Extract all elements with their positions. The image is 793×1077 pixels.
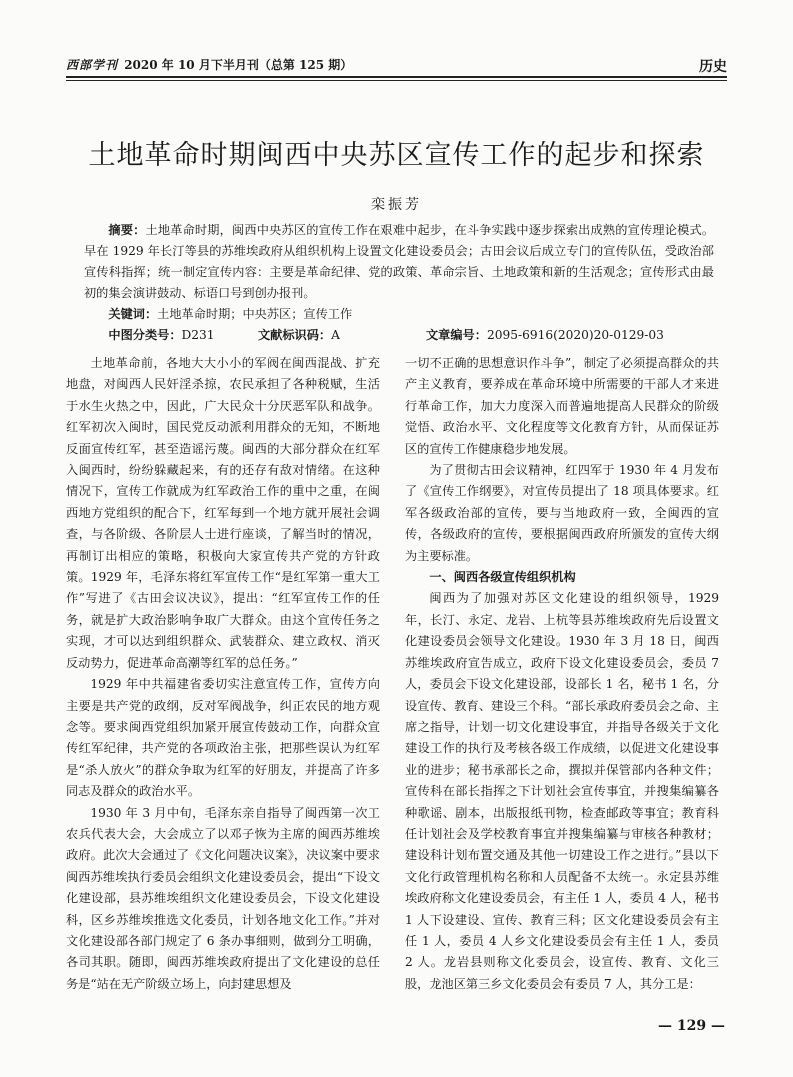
- doc-code-value: A: [331, 328, 340, 342]
- abstract-label: 摘要：: [108, 223, 146, 237]
- article-no-label: 文章编号：: [426, 328, 487, 342]
- header-rule-thick: [66, 76, 727, 78]
- header-rule-thin: [66, 80, 727, 81]
- article-title: 土地革命时期闽西中央苏区宣传工作的起步和探索: [88, 140, 705, 171]
- body-paragraph: 1930 年 3 月中旬，毛泽东亲自指导了闽西第一次工农兵代表大会，大会成立了以邓子恢为主席的闽西苏维埃政府。此次大会通过了《文化问题决议案》，决议案中要求闽西苏维埃执行委员会组织文化建设委员会，提出“下设文化建设部，县苏维埃组织文化建设委员会，下设文化建设科，区乡苏维埃推选文化委员，计划各地文化工作。”并对文化建设部各部门规定了 6 条办事细则，做到分工明确，各司其职。随即，闽西苏维埃政府提出了文化建设的总任务是“站在无产阶级立场上，向封建思想及: [66, 805, 380, 991]
- clc-value: D231: [181, 328, 215, 342]
- body-paragraph: 一切不正确的思想意识作斗争”，制定了必须提高群众的共产主义教育，要养成在革命环境中所需要的干部人才来进行革命工作，加大力度深入而普遍地提高人民群众的阶级觉悟、政治水平、文化程度等文化教育方针，从而保证苏区的宣传工作健康稳步地发展。: [405, 356, 719, 456]
- abstract-paragraph: [84, 220, 714, 304]
- article-author: 栾振芳: [371, 197, 422, 213]
- keywords-label: 关键词：: [108, 307, 158, 321]
- abstract-block: [84, 220, 714, 346]
- document-code: [258, 325, 340, 346]
- classification-row: [84, 325, 714, 346]
- page-number: — 129 —: [658, 1018, 725, 1034]
- body-column-right: [405, 353, 719, 995]
- body-paragraph: 土地革命前，各地大大小小的军阀在闽西混战、扩充地盘，对闽西人民奸淫杀掠，农民承担了各种税赋，生活于水生火热之中，因此，广大民众十分厌恶军队和战争。红军初次入闽时，国民党反动派利用群众的无知，不断地反面宣传红军，甚至造谣污蔑。闽西的大部分群众在红军入闽西时，纷纷躲藏起来，有的还存有敌对情绪。在这种情况下，宣传工作就成为红军政治工作的重中之重，在闽西地方党组织的配合下，红军每到一个地方就开展社会调查，与各阶级、各阶层人士进行座谈，了解当时的情况，再制订出相应的策略，积极向大家宣传共产党的方针政策。1929 年，毛泽东将红军宣传工作“是红军第一重大工作”写进了《古田会议决议》，提出：“红军宣传工作的任务，就是扩大政治影响争取广大群众。由这个宣传任务之实现，才可以达到组织群众、武装群众、建立政权、消灭反动势力，促进革命高潮等红军的总任务。”: [66, 356, 380, 670]
- keywords-text: 土地革命时期；中央苏区；宣传工作: [157, 307, 353, 321]
- article-number: [426, 325, 664, 346]
- keywords-line: [84, 304, 714, 325]
- running-header: [66, 52, 727, 82]
- clc-label: 中图分类号：: [108, 328, 182, 342]
- issue-info: 2020 年 10 月下半月刊（总第 125 期）: [124, 58, 353, 72]
- doc-code-label: 文献标识码：: [258, 328, 332, 342]
- journal-info: [66, 56, 352, 73]
- journal-logo: 西部学刊: [66, 58, 119, 72]
- article-no-value: 2095-6916(2020)20-0129-03: [486, 328, 664, 342]
- abstract-text: 土地革命时期，闽西中央苏区的宣传工作在艰难中起步，在斗争实践中逐步探索出成熟的宣传理论模式。早在 1929 年长汀等县的苏维埃政府从组织机构上设置文化建设委员会；古田会议后成立专门的宣传队伍，受政治部宣传科指挥；统一制定宣传内容：主要是革命纪律、党的政策、革命宗旨、土地政策和新的生活观念；宣传形式由最初的集会演讲鼓动、标语口号到创办报刊。: [84, 223, 715, 300]
- section-name: 历史: [699, 59, 727, 75]
- body-paragraph: 闽西为了加强对苏区文化建设的组织领导，1929 年，长汀、永定、龙岩、上杭等县苏维埃政府先后设置文化建设委员会领导文化建设。1930 年 3 月 18 日，闽西苏维埃政府宣告成立，政府下设文化建设委员会，委员 7 人，委员会下设文化建设部，设部长 1 名，秘书 1 名，分设宣传、教育、建设三个科。“部长承政府委员会之命、主席之指导，计划一切文化建设事宜，并指导各级关于文化建设工作的执行及考核各级工作成绩，以促进文化建设事业的进步；秘书承部长之命，撰拟并保管部内各种文件；宣传科在部长指挥之下计划社会宣传事宜，并搜集编纂各种歌谣、剧本，出版报纸刊物，检查邮政等事宜；教育科任计划社会及学校教育事宜并搜集编纂与审核各种教材；建设科计划布置交通及其他一切建设工作之进行。”县以下文化行政管理机构名称和人员配备不太统一。永定县苏维埃政府称文化建设委员会，有主任 1 人，委员 4 人，秘书 1 人下设建设、宣传、教育三科；区文化建设委员会有主任 1 人，委员 4 人乡文化建设委员会有主任 1 人，委员 2 人。龙岩县则称文化委员会，设宣传、教育、文化三股，龙池区第三乡文化委员会有委员 7 人，其分工是：: [405, 591, 719, 991]
- section-heading: 一、闽西各级宣传组织机构: [429, 570, 576, 585]
- clc-code: [108, 325, 214, 346]
- body-paragraph: 为了贯彻古田会议精神，红四军于 1930 年 4 月发布了《宣传工作纲要》，对宣传员提出了 18 项具体要求。红军各级政治部的宣传，要与当地政府一致，全闽西的宣传，各级政府的宣传，要根据闽西政府所颁发的宣传大纲为主要标准。: [405, 463, 719, 563]
- body-paragraph: 1929 年中共福建省委切实注意宣传工作，宣传方向主要是共产党的政纲，反对军阀战争，纠正农民的地方观念等。要求闽西党组织加紧开展宣传鼓动工作，向群众宣传红军纪律，共产党的各项政治主张，把那些误认为红军是“杀人放火”的群众争取为红军的好朋友，并提高了许多同志及群众的政治水平。: [66, 677, 380, 799]
- body-column-left: [66, 353, 380, 995]
